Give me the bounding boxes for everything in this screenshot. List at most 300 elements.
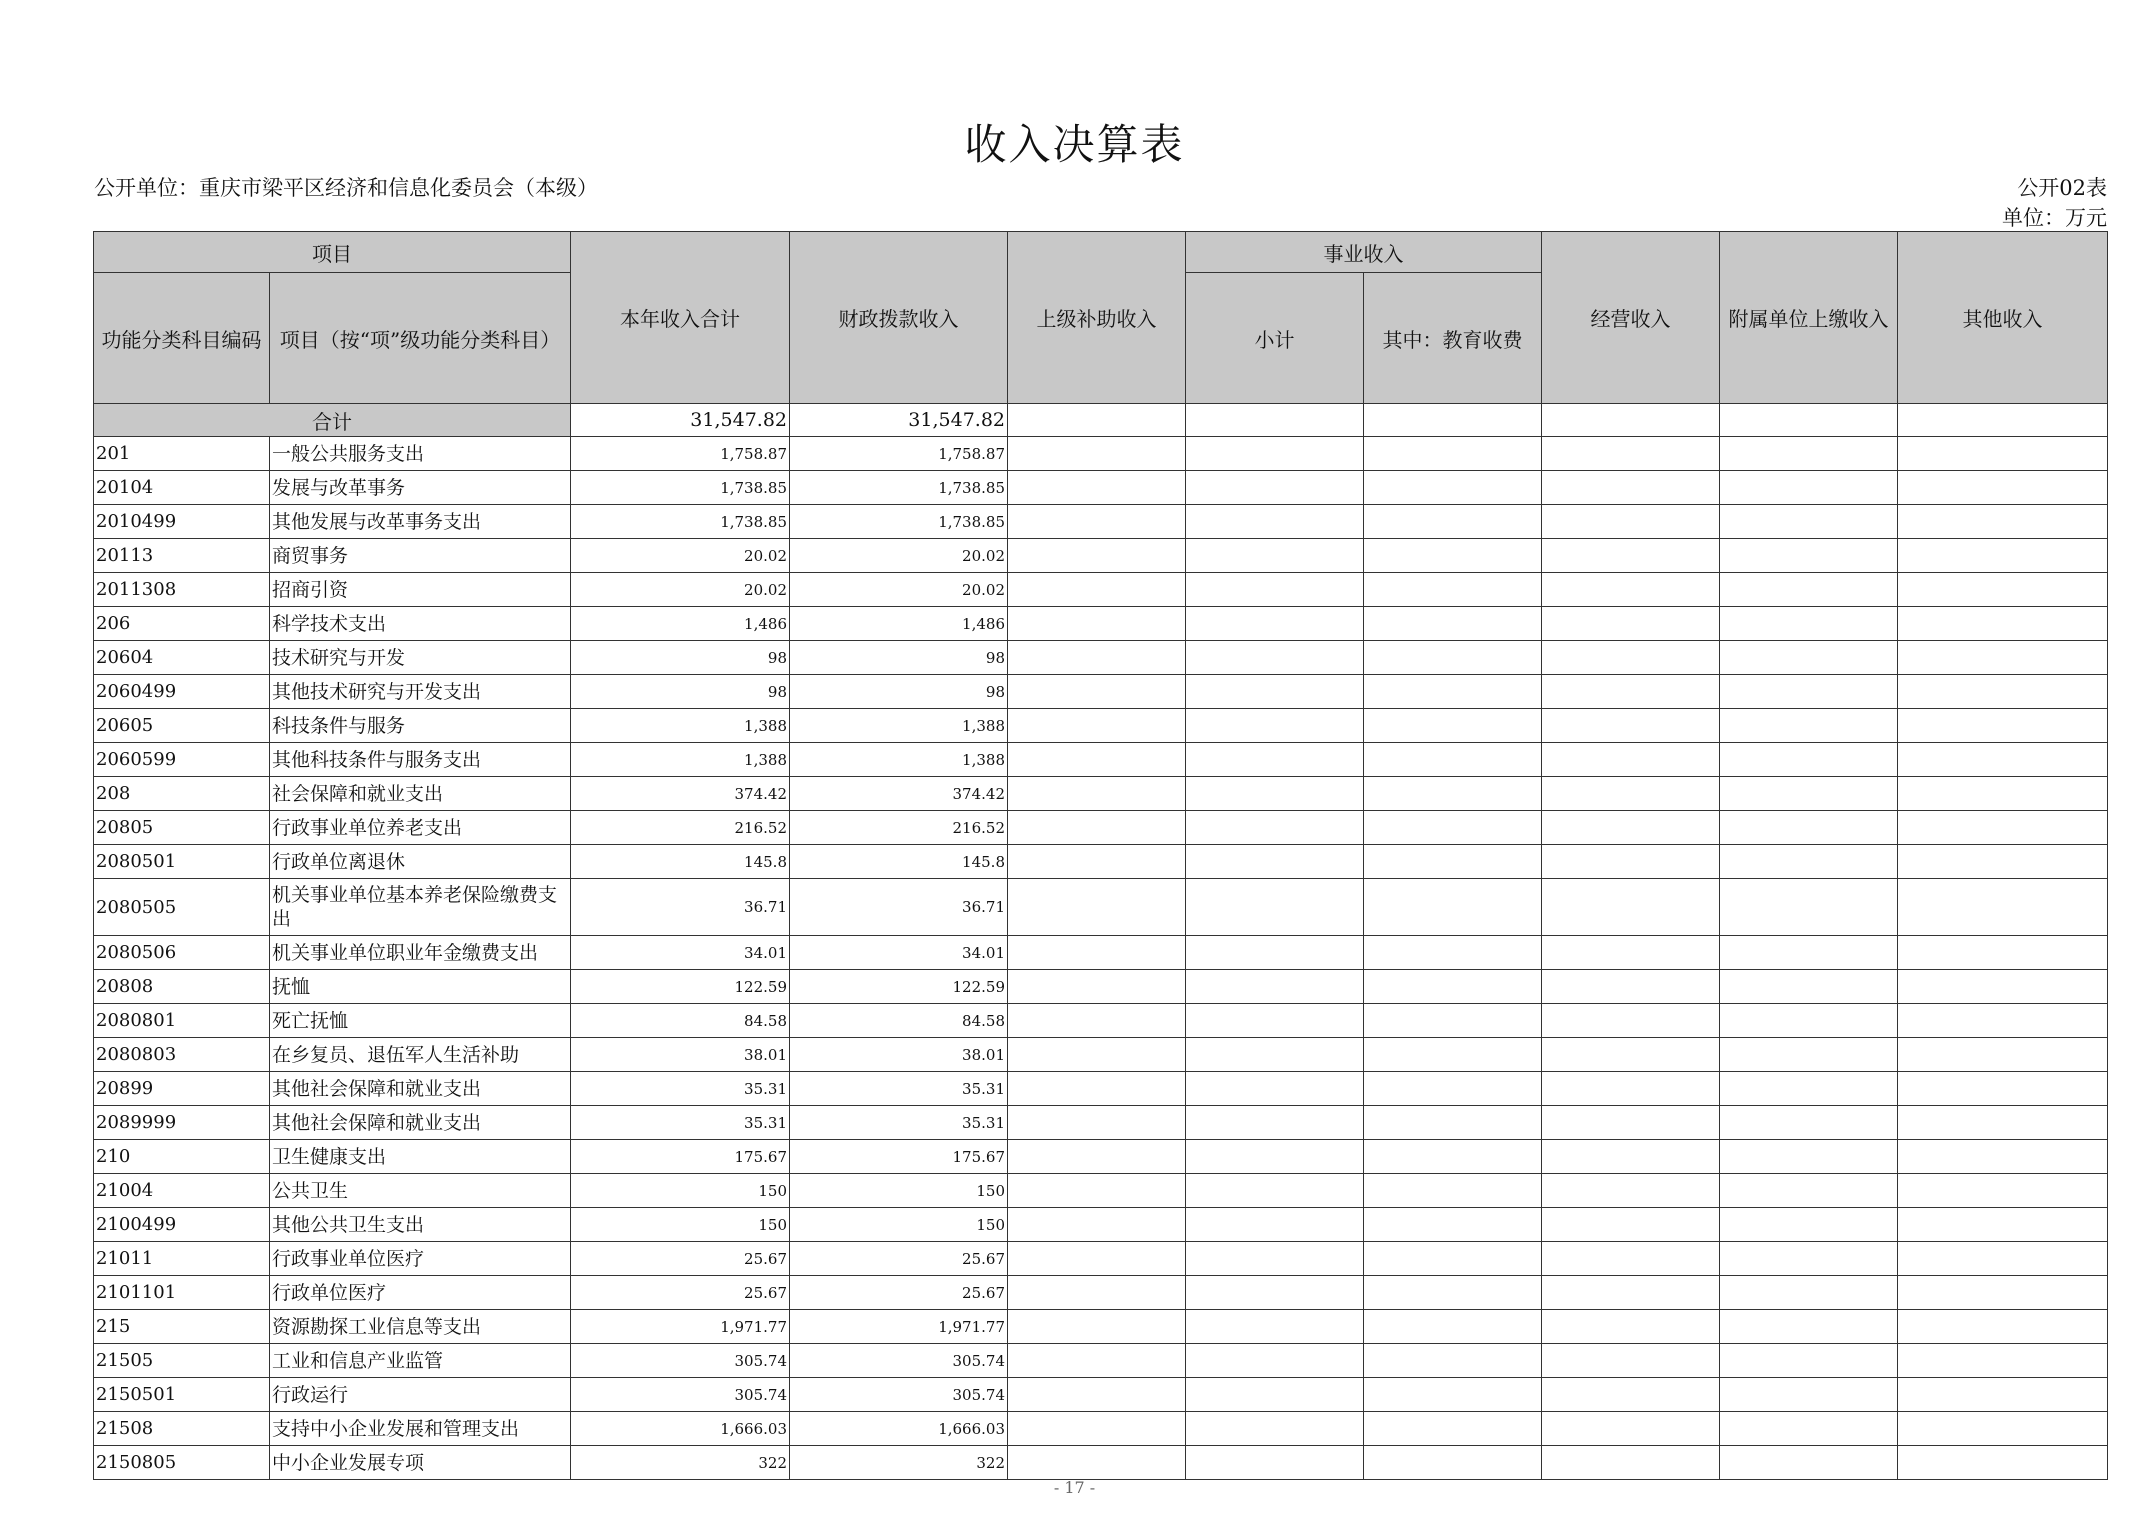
row-fiscal: 98: [790, 675, 1008, 709]
empty-cell: [1364, 1412, 1542, 1446]
table-row: [94, 970, 2108, 1004]
empty-cell: [1898, 1072, 2108, 1106]
empty-cell: [1898, 777, 2108, 811]
empty-cell: [1186, 743, 1364, 777]
empty-cell: [1008, 811, 1186, 845]
empty-cell: [1008, 777, 1186, 811]
table-row: [94, 936, 2108, 970]
header-affiliate-income: 附属单位上缴收入: [1720, 232, 1898, 404]
table-total: [94, 404, 2108, 437]
empty-cell: [1364, 743, 1542, 777]
empty-cell: [1542, 573, 1720, 607]
header-total-income: 本年收入合计: [571, 232, 790, 404]
row-name: 技术研究与开发: [270, 641, 571, 675]
table-row: [94, 1242, 2108, 1276]
row-name: 抚恤: [270, 970, 571, 1004]
row-fiscal: 1,738.85: [790, 505, 1008, 539]
row-name: 社会保障和就业支出: [270, 777, 571, 811]
row-name: 机关事业单位基本养老保险缴费支出: [270, 879, 571, 936]
empty-cell: [1720, 675, 1898, 709]
empty-cell: [1898, 936, 2108, 970]
table-header: [94, 232, 2108, 404]
empty-cell: [1008, 675, 1186, 709]
row-code: 2100499: [94, 1208, 270, 1242]
empty-cell: [1008, 607, 1186, 641]
empty-cell: [1186, 404, 1364, 437]
header-operating-income: 经营收入: [1542, 232, 1720, 404]
empty-cell: [1720, 1140, 1898, 1174]
empty-cell: [1720, 879, 1898, 936]
row-code: 2080501: [94, 845, 270, 879]
row-fiscal: 84.58: [790, 1004, 1008, 1038]
empty-cell: [1542, 1072, 1720, 1106]
row-name: 卫生健康支出: [270, 1140, 571, 1174]
income-table: [93, 231, 2108, 1480]
empty-cell: [1542, 1038, 1720, 1072]
empty-cell: [1364, 709, 1542, 743]
empty-cell: [1364, 1310, 1542, 1344]
row-code: 2010499: [94, 505, 270, 539]
empty-cell: [1898, 607, 2108, 641]
empty-cell: [1008, 437, 1186, 471]
row-code: 20604: [94, 641, 270, 675]
empty-cell: [1186, 1140, 1364, 1174]
row-code: 20899: [94, 1072, 270, 1106]
empty-cell: [1720, 709, 1898, 743]
empty-cell: [1898, 1140, 2108, 1174]
empty-cell: [1720, 539, 1898, 573]
row-total-income: 38.01: [571, 1038, 790, 1072]
empty-cell: [1542, 1378, 1720, 1412]
row-code: 2080506: [94, 936, 270, 970]
row-total-income: 305.74: [571, 1378, 790, 1412]
empty-cell: [1008, 573, 1186, 607]
table-row: [94, 1140, 2108, 1174]
empty-cell: [1542, 539, 1720, 573]
empty-cell: [1898, 539, 2108, 573]
row-fiscal: 305.74: [790, 1378, 1008, 1412]
empty-cell: [1364, 1242, 1542, 1276]
empty-cell: [1542, 505, 1720, 539]
table-row: [94, 1310, 2108, 1344]
table-row: [94, 607, 2108, 641]
empty-cell: [1186, 641, 1364, 675]
empty-cell: [1186, 1276, 1364, 1310]
table-row: [94, 1106, 2108, 1140]
empty-cell: [1720, 1208, 1898, 1242]
table-row: [94, 1412, 2108, 1446]
row-fiscal: 35.31: [790, 1072, 1008, 1106]
row-name: 公共卫生: [270, 1174, 571, 1208]
empty-cell: [1720, 1072, 1898, 1106]
row-fiscal: 122.59: [790, 970, 1008, 1004]
row-total-income: 305.74: [571, 1344, 790, 1378]
row-code: 206: [94, 607, 270, 641]
row-total-income: 122.59: [571, 970, 790, 1004]
row-name: 支持中小企业发展和管理支出: [270, 1412, 571, 1446]
row-total-income: 35.31: [571, 1072, 790, 1106]
row-fiscal: 35.31: [790, 1106, 1008, 1140]
empty-cell: [1008, 539, 1186, 573]
row-fiscal: 34.01: [790, 936, 1008, 970]
row-total-income: 25.67: [571, 1276, 790, 1310]
empty-cell: [1364, 437, 1542, 471]
empty-cell: [1898, 1412, 2108, 1446]
empty-cell: [1720, 970, 1898, 1004]
empty-cell: [1008, 709, 1186, 743]
empty-cell: [1542, 1446, 1720, 1480]
empty-cell: [1186, 1106, 1364, 1140]
row-code: 21505: [94, 1344, 270, 1378]
row-fiscal: 25.67: [790, 1242, 1008, 1276]
empty-cell: [1008, 1276, 1186, 1310]
row-fiscal: 1,758.87: [790, 437, 1008, 471]
empty-cell: [1186, 437, 1364, 471]
row-fiscal: 150: [790, 1174, 1008, 1208]
empty-cell: [1186, 1446, 1364, 1480]
empty-cell: [1364, 1378, 1542, 1412]
empty-cell: [1364, 1208, 1542, 1242]
empty-cell: [1720, 743, 1898, 777]
empty-cell: [1008, 1412, 1186, 1446]
empty-cell: [1898, 1038, 2108, 1072]
empty-cell: [1008, 970, 1186, 1004]
table-row: [94, 1276, 2108, 1310]
table-row: [94, 1208, 2108, 1242]
empty-cell: [1898, 1174, 2108, 1208]
header-project: 项目: [94, 232, 571, 273]
empty-cell: [1186, 1004, 1364, 1038]
row-fiscal: 1,971.77: [790, 1310, 1008, 1344]
empty-cell: [1008, 1174, 1186, 1208]
empty-cell: [1898, 1242, 2108, 1276]
empty-cell: [1720, 1242, 1898, 1276]
empty-cell: [1364, 845, 1542, 879]
row-name: 其他公共卫生支出: [270, 1208, 571, 1242]
empty-cell: [1898, 1004, 2108, 1038]
empty-cell: [1898, 1276, 2108, 1310]
empty-cell: [1898, 743, 2108, 777]
empty-cell: [1186, 709, 1364, 743]
row-total-income: 1,666.03: [571, 1412, 790, 1446]
empty-cell: [1186, 539, 1364, 573]
empty-cell: [1008, 1038, 1186, 1072]
empty-cell: [1898, 879, 2108, 936]
row-name: 资源勘探工业信息等支出: [270, 1310, 571, 1344]
row-code: 20605: [94, 709, 270, 743]
row-code: 2060499: [94, 675, 270, 709]
row-name: 科学技术支出: [270, 607, 571, 641]
empty-cell: [1720, 1004, 1898, 1038]
empty-cell: [1898, 709, 2108, 743]
empty-cell: [1186, 811, 1364, 845]
empty-cell: [1898, 437, 2108, 471]
empty-cell: [1720, 811, 1898, 845]
empty-cell: [1542, 845, 1720, 879]
empty-cell: [1542, 1106, 1720, 1140]
empty-cell: [1008, 1004, 1186, 1038]
row-fiscal: 36.71: [790, 879, 1008, 936]
row-name: 行政运行: [270, 1378, 571, 1412]
empty-cell: [1720, 1310, 1898, 1344]
empty-cell: [1008, 1242, 1186, 1276]
row-name: 科技条件与服务: [270, 709, 571, 743]
row-total-income: 374.42: [571, 777, 790, 811]
empty-cell: [1186, 1242, 1364, 1276]
empty-cell: [1186, 1412, 1364, 1446]
row-name: 其他科技条件与服务支出: [270, 743, 571, 777]
table-row: [94, 505, 2108, 539]
row-fiscal: 1,388: [790, 709, 1008, 743]
empty-cell: [1186, 879, 1364, 936]
empty-cell: [1542, 1140, 1720, 1174]
row-code: 2060599: [94, 743, 270, 777]
empty-cell: [1364, 471, 1542, 505]
empty-cell: [1008, 641, 1186, 675]
empty-cell: [1542, 1276, 1720, 1310]
table-row: [94, 1344, 2108, 1378]
empty-cell: [1720, 1446, 1898, 1480]
empty-cell: [1008, 404, 1186, 437]
row-code: 215: [94, 1310, 270, 1344]
row-total-income: 1,388: [571, 709, 790, 743]
empty-cell: [1720, 1344, 1898, 1378]
empty-cell: [1364, 1072, 1542, 1106]
empty-cell: [1186, 1208, 1364, 1242]
empty-cell: [1364, 1106, 1542, 1140]
row-code: 2101101: [94, 1276, 270, 1310]
row-fiscal: 150: [790, 1208, 1008, 1242]
table-row: [94, 777, 2108, 811]
row-name: 招商引资: [270, 573, 571, 607]
empty-cell: [1542, 970, 1720, 1004]
empty-cell: [1008, 1072, 1186, 1106]
empty-cell: [1364, 675, 1542, 709]
empty-cell: [1008, 1344, 1186, 1378]
empty-cell: [1364, 811, 1542, 845]
empty-cell: [1720, 777, 1898, 811]
empty-cell: [1720, 845, 1898, 879]
row-name: 机关事业单位职业年金缴费支出: [270, 936, 571, 970]
row-code: 2150805: [94, 1446, 270, 1480]
row-total-income: 1,388: [571, 743, 790, 777]
row-fiscal: 1,738.85: [790, 471, 1008, 505]
header-fiscal: 财政拨款收入: [790, 232, 1008, 404]
row-name: 发展与改革事务: [270, 471, 571, 505]
empty-cell: [1720, 505, 1898, 539]
empty-cell: [1186, 1378, 1364, 1412]
empty-cell: [1542, 1242, 1720, 1276]
empty-cell: [1542, 1004, 1720, 1038]
empty-cell: [1186, 675, 1364, 709]
row-code: 21004: [94, 1174, 270, 1208]
row-code: 20113: [94, 539, 270, 573]
empty-cell: [1720, 437, 1898, 471]
empty-cell: [1186, 607, 1364, 641]
row-name: 在乡复员、退伍军人生活补助: [270, 1038, 571, 1072]
row-total-income: 1,971.77: [571, 1310, 790, 1344]
empty-cell: [1364, 404, 1542, 437]
empty-cell: [1008, 1378, 1186, 1412]
empty-cell: [1008, 743, 1186, 777]
empty-cell: [1720, 607, 1898, 641]
row-fiscal: 374.42: [790, 777, 1008, 811]
row-total-income: 322: [571, 1446, 790, 1480]
table-row: [94, 573, 2108, 607]
table-row: [94, 1174, 2108, 1208]
total-row: [94, 404, 2108, 437]
page-number: - 17 -: [1053, 1478, 1096, 1497]
row-fiscal: 322: [790, 1446, 1008, 1480]
row-code: 2080801: [94, 1004, 270, 1038]
empty-cell: [1720, 573, 1898, 607]
empty-cell: [1186, 573, 1364, 607]
empty-cell: [1008, 1310, 1186, 1344]
row-code: 20104: [94, 471, 270, 505]
row-total-income: 84.58: [571, 1004, 790, 1038]
empty-cell: [1008, 845, 1186, 879]
currency-unit: 单位：万元: [2002, 206, 2107, 230]
empty-cell: [1186, 1310, 1364, 1344]
disclosure-unit: 公开单位：重庆市梁平区经济和信息化委员会（本级）: [94, 176, 598, 200]
empty-cell: [1898, 1446, 2108, 1480]
row-name: 行政单位离退休: [270, 845, 571, 879]
empty-cell: [1364, 607, 1542, 641]
empty-cell: [1542, 437, 1720, 471]
row-total-income: 36.71: [571, 879, 790, 936]
table-row: [94, 1072, 2108, 1106]
empty-cell: [1542, 1208, 1720, 1242]
empty-cell: [1898, 471, 2108, 505]
empty-cell: [1186, 1072, 1364, 1106]
table-row: [94, 437, 2108, 471]
form-number: 公开02表: [2017, 176, 2107, 200]
row-name: 其他社会保障和就业支出: [270, 1106, 571, 1140]
empty-cell: [1186, 1038, 1364, 1072]
row-code: 2080505: [94, 879, 270, 936]
row-fiscal: 20.02: [790, 539, 1008, 573]
empty-cell: [1364, 1174, 1542, 1208]
row-fiscal: 98: [790, 641, 1008, 675]
row-total-income: 1,738.85: [571, 505, 790, 539]
row-total-income: 150: [571, 1174, 790, 1208]
empty-cell: [1364, 936, 1542, 970]
empty-cell: [1008, 879, 1186, 936]
row-name: 中小企业发展专项: [270, 1446, 571, 1480]
table-row: [94, 641, 2108, 675]
empty-cell: [1186, 1174, 1364, 1208]
empty-cell: [1186, 936, 1364, 970]
empty-cell: [1898, 1344, 2108, 1378]
empty-cell: [1364, 879, 1542, 936]
table-row: [94, 811, 2108, 845]
row-fiscal: 1,666.03: [790, 1412, 1008, 1446]
empty-cell: [1364, 1004, 1542, 1038]
empty-cell: [1542, 1174, 1720, 1208]
table-row: [94, 539, 2108, 573]
table-row: [94, 1038, 2108, 1072]
row-code: 20805: [94, 811, 270, 845]
empty-cell: [1008, 1208, 1186, 1242]
empty-cell: [1898, 505, 2108, 539]
header-education-fee: 其中：教育收费: [1364, 273, 1542, 404]
row-fiscal: 305.74: [790, 1344, 1008, 1378]
empty-cell: [1542, 404, 1720, 437]
empty-cell: [1542, 641, 1720, 675]
empty-cell: [1364, 1276, 1542, 1310]
empty-cell: [1364, 505, 1542, 539]
row-code: 210: [94, 1140, 270, 1174]
row-total-income: 25.67: [571, 1242, 790, 1276]
row-name: 其他社会保障和就业支出: [270, 1072, 571, 1106]
empty-cell: [1898, 1106, 2108, 1140]
empty-cell: [1898, 1378, 2108, 1412]
row-total-income: 20.02: [571, 539, 790, 573]
empty-cell: [1720, 1106, 1898, 1140]
table-row: [94, 879, 2108, 936]
table-row: [94, 1446, 2108, 1480]
empty-cell: [1898, 573, 2108, 607]
empty-cell: [1542, 743, 1720, 777]
empty-cell: [1898, 970, 2108, 1004]
empty-cell: [1898, 845, 2108, 879]
empty-cell: [1542, 1344, 1720, 1378]
header-superior-subsidy: 上级补助收入: [1008, 232, 1186, 404]
empty-cell: [1720, 1412, 1898, 1446]
table-body: [94, 437, 2108, 1480]
empty-cell: [1898, 811, 2108, 845]
row-name: 其他发展与改革事务支出: [270, 505, 571, 539]
empty-cell: [1542, 936, 1720, 970]
row-name: 其他技术研究与开发支出: [270, 675, 571, 709]
empty-cell: [1186, 471, 1364, 505]
empty-cell: [1720, 1276, 1898, 1310]
table-row: [94, 1004, 2108, 1038]
empty-cell: [1720, 936, 1898, 970]
header-code: 功能分类科目编码: [94, 273, 270, 404]
empty-cell: [1364, 1344, 1542, 1378]
empty-cell: [1542, 471, 1720, 505]
row-total-income: 20.02: [571, 573, 790, 607]
row-fiscal: 145.8: [790, 845, 1008, 879]
empty-cell: [1898, 675, 2108, 709]
row-fiscal: 1,486: [790, 607, 1008, 641]
empty-cell: [1898, 1310, 2108, 1344]
row-name: 行政事业单位医疗: [270, 1242, 571, 1276]
empty-cell: [1542, 879, 1720, 936]
row-code: 2011308: [94, 573, 270, 607]
row-name: 工业和信息产业监管: [270, 1344, 571, 1378]
row-name: 商贸事务: [270, 539, 571, 573]
table-row: [94, 675, 2108, 709]
empty-cell: [1186, 777, 1364, 811]
header-name: 项目（按“项”级功能分类科目）: [270, 273, 571, 404]
row-total-income: 175.67: [571, 1140, 790, 1174]
empty-cell: [1364, 641, 1542, 675]
empty-cell: [1364, 1140, 1542, 1174]
empty-cell: [1008, 936, 1186, 970]
header-business-income: 事业收入: [1186, 232, 1542, 273]
row-name: 行政单位医疗: [270, 1276, 571, 1310]
empty-cell: [1720, 404, 1898, 437]
empty-cell: [1720, 641, 1898, 675]
table-row: [94, 845, 2108, 879]
row-name: 一般公共服务支出: [270, 437, 571, 471]
row-fiscal: 175.67: [790, 1140, 1008, 1174]
empty-cell: [1186, 1344, 1364, 1378]
row-total-income: 150: [571, 1208, 790, 1242]
empty-cell: [1542, 1412, 1720, 1446]
